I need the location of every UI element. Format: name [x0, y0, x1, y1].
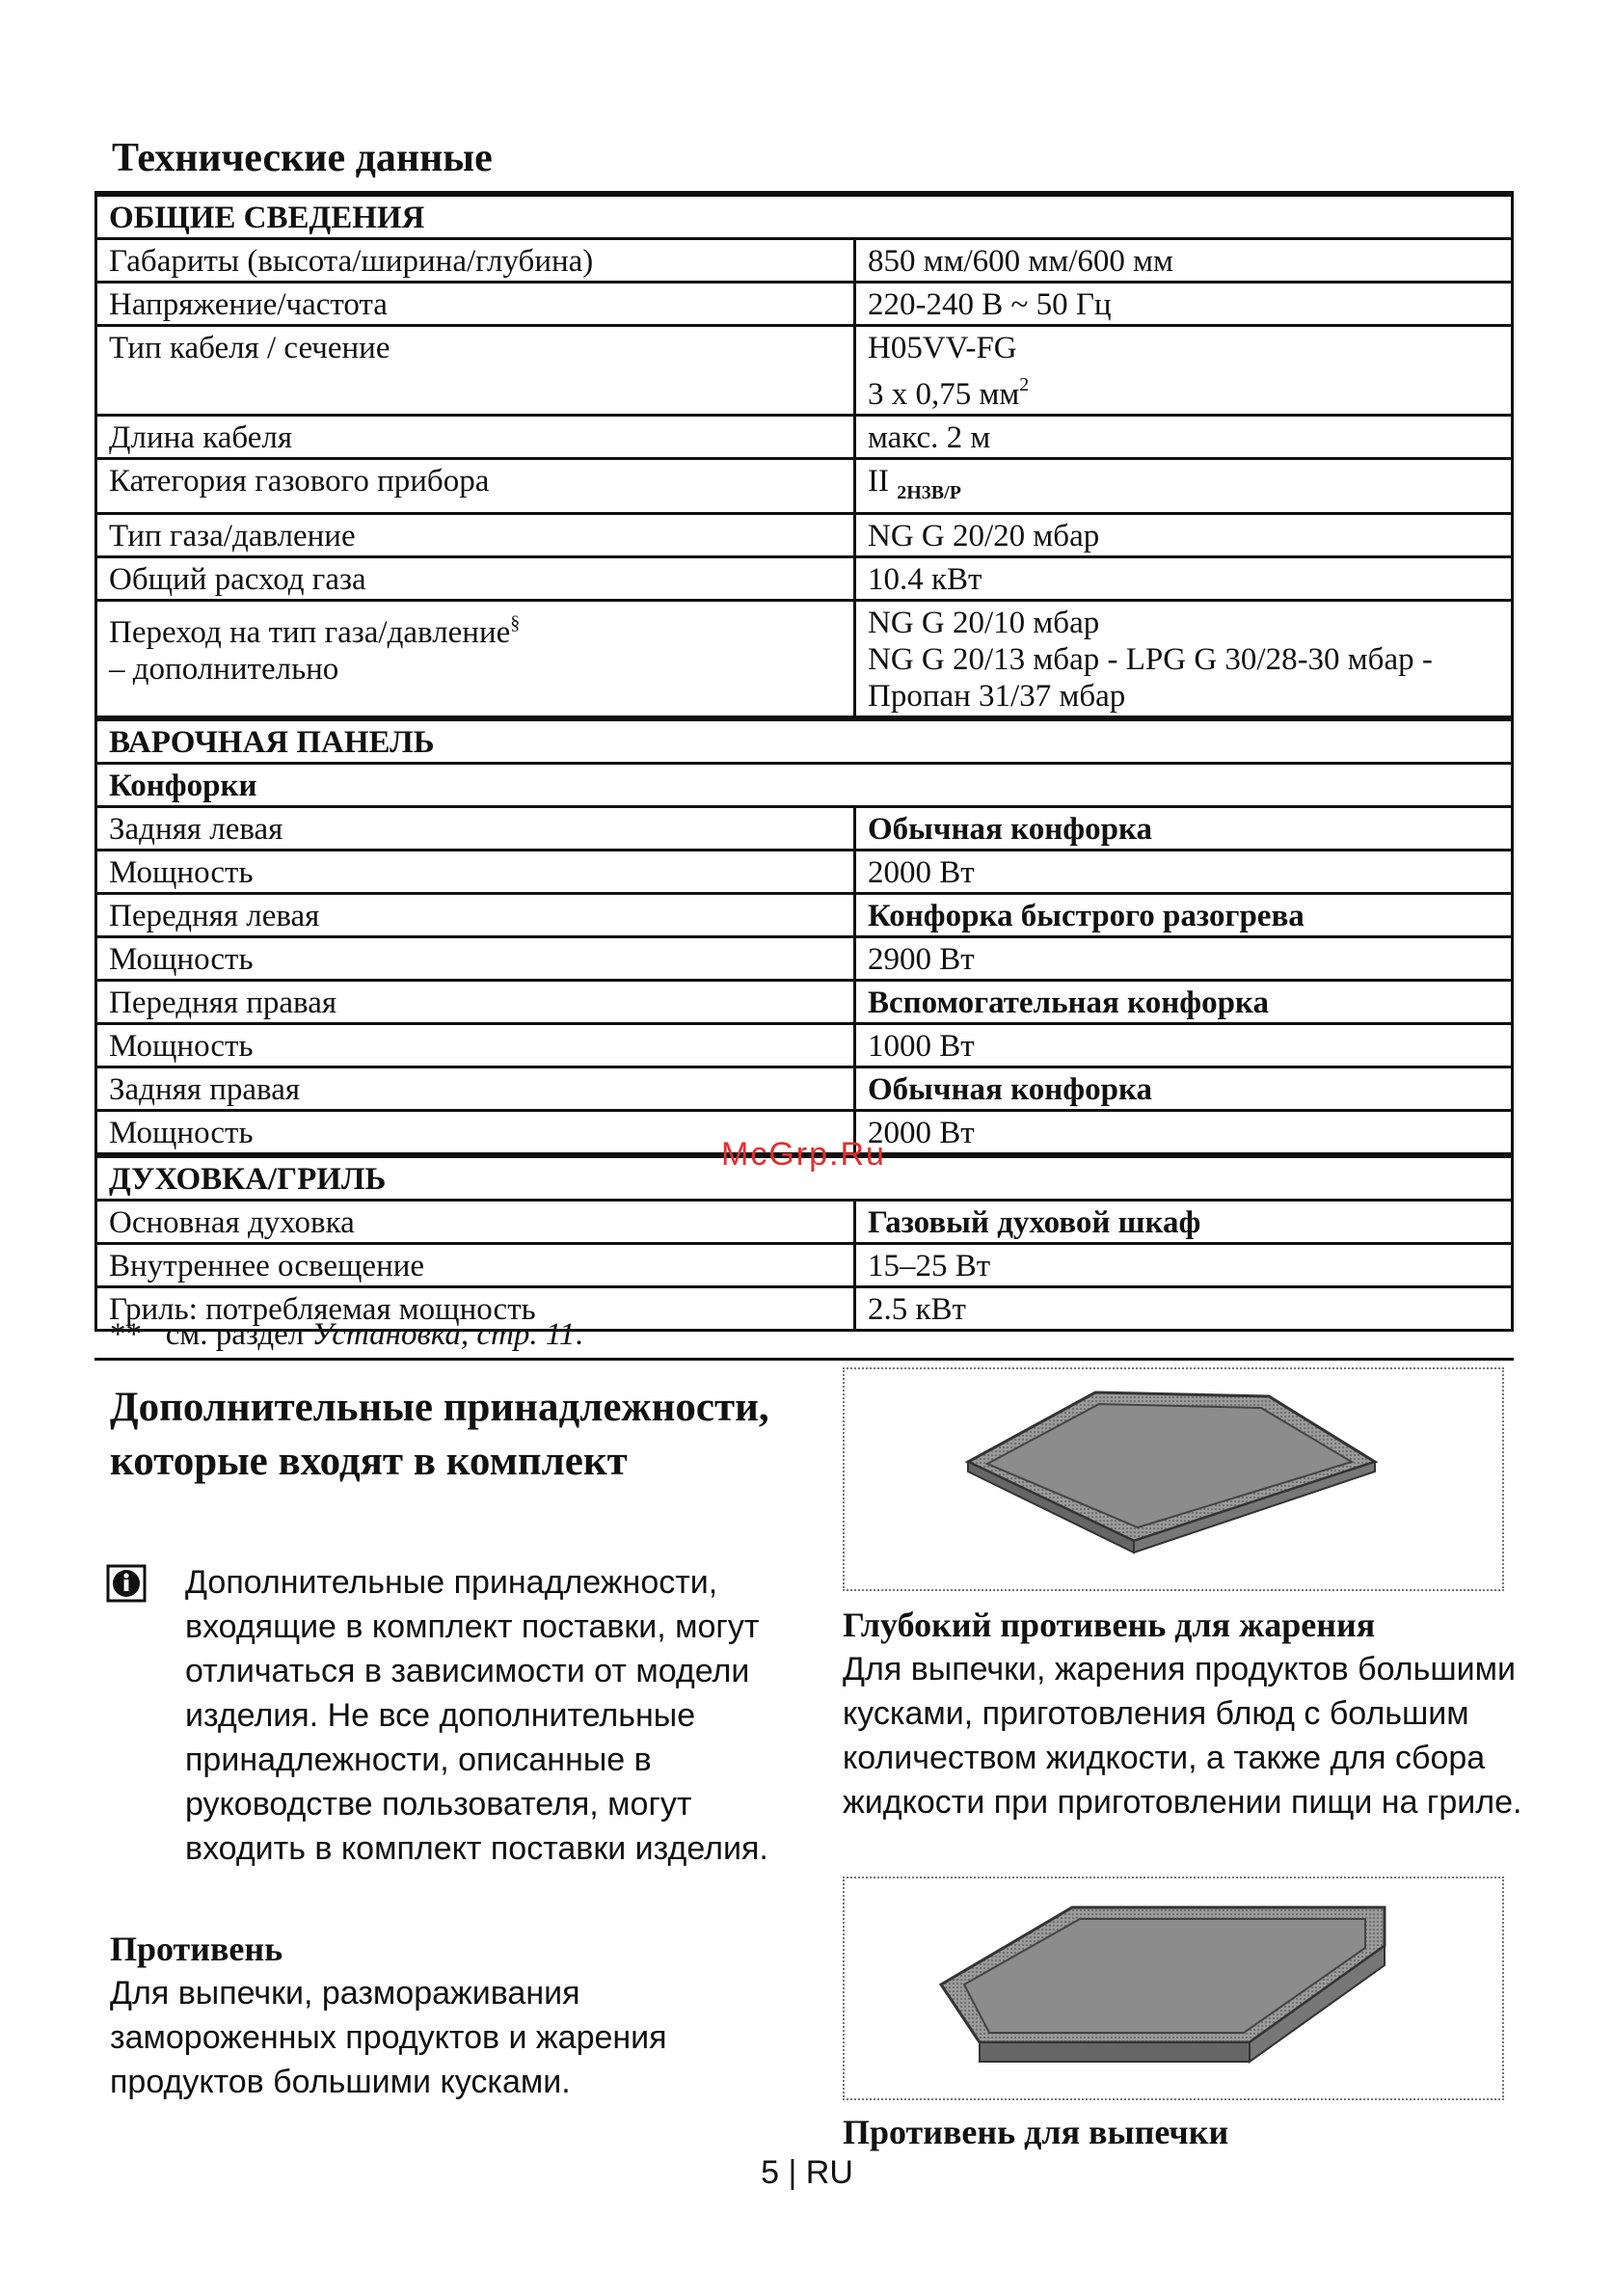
row-value: 10.4 кВт — [855, 557, 1513, 601]
row-label: Длина кабеля — [96, 416, 855, 459]
table-row — [96, 937, 1513, 981]
row-label: Мощность — [96, 1111, 855, 1156]
row-value — [855, 459, 1513, 514]
deep-tray-title: Глубокий противень для жарения — [843, 1606, 1376, 1644]
row-label: Габариты (высота/ширина/глубина) — [96, 239, 855, 283]
page-footer — [0, 2154, 1614, 2192]
row-value: 220-240 В ~ 50 Гц — [855, 283, 1513, 326]
table-row — [96, 1244, 1513, 1287]
superscript: § — [510, 612, 521, 634]
table-row — [96, 981, 1513, 1024]
tray-description: Для выпечки, размораживания замороженных продуктов и жарения продуктов большими кусками. — [110, 1975, 667, 2100]
row-value: макс. 2 м — [855, 416, 1513, 459]
table-row — [96, 1201, 1513, 1244]
row-value — [855, 601, 1513, 719]
row-label: Внутреннее освещение — [96, 1244, 855, 1287]
table-row — [96, 851, 1513, 894]
accessories-title: Дополнительные принадлежности, которые входят в комплект — [110, 1385, 769, 1484]
table-row — [96, 601, 1513, 719]
subscript: 2H3B/P — [897, 482, 961, 503]
table-row — [96, 283, 1513, 326]
table-row — [96, 1067, 1513, 1111]
row-label: Мощность — [96, 937, 855, 981]
row-label: Категория газового прибора — [96, 459, 855, 514]
watermark: McGrp.Ru — [721, 1136, 886, 1173]
cable-type: H05VV-FG — [868, 331, 1017, 365]
gas-transition-label-text: Переход на тип газа/давление — [109, 615, 511, 650]
table-row — [96, 557, 1513, 601]
row-label: Мощность — [96, 851, 855, 894]
table-row — [96, 416, 1513, 459]
burner-type: Обычная конфорка — [855, 807, 1513, 851]
table-row — [96, 239, 1513, 283]
baking-tray-title: Противень для выпечки — [843, 2113, 1229, 2151]
section-header: ВАРОЧНАЯ ПАНЕЛЬ — [96, 718, 1513, 764]
burner-power: 1000 Вт — [855, 1024, 1513, 1067]
row-value: NG G 20/20 мбар — [855, 514, 1513, 557]
row-label: Напряжение/частота — [96, 283, 855, 326]
section-header: ОБЩИЕ СВЕДЕНИЯ — [96, 194, 1513, 239]
section-header: ДУХОВКА/ГРИЛЬ — [96, 1155, 1513, 1201]
section-hob — [96, 718, 1513, 764]
gas-transition-extra: – дополнительно — [109, 652, 339, 687]
row-label: Тип кабеля / сечение — [96, 326, 855, 416]
deep-tray-description: Для выпечки, жарения продуктов большими кусками, приготовления блюд с большим количеством жидкости, а также для сбора жидкости при приготовлении пищи на гриле. — [843, 1651, 1522, 1821]
burner-position: Задняя левая — [96, 807, 855, 851]
divider — [94, 1358, 1514, 1361]
row-label: Тип газа/давление — [96, 514, 855, 557]
table-row — [96, 326, 1513, 416]
footnote-mark: ** — [110, 1317, 142, 1352]
subsection-burners — [96, 764, 1513, 807]
cable-section — [868, 366, 1499, 413]
burner-power: 2000 Вт — [855, 851, 1513, 894]
page-number: 5 — [761, 2154, 780, 2191]
page-title: Технические данные — [112, 136, 493, 180]
footnote-ref: Установка, стр. 11 — [311, 1317, 576, 1352]
section-general — [96, 194, 1513, 239]
table-row — [96, 807, 1513, 851]
row-label: Мощность — [96, 1024, 855, 1067]
gas-transition-label — [109, 605, 842, 651]
table-row — [96, 1024, 1513, 1067]
burner-type: Конфорка быстрого разогрева — [855, 894, 1513, 937]
burner-type: Вспомогательная конфорка — [855, 981, 1513, 1024]
row-label: Гриль: потребляемая мощность — [96, 1287, 855, 1331]
footnote: ** см. раздел Установка, стр. 11. — [110, 1317, 583, 1352]
footer-separator: | — [788, 2154, 797, 2191]
table-row — [96, 894, 1513, 937]
burner-position: Передняя левая — [96, 894, 855, 937]
footnote-text: см. раздел — [165, 1317, 305, 1352]
row-value: 15–25 Вт — [855, 1244, 1513, 1287]
gas-transition-value: Пропан 31/37 мбар — [868, 679, 1126, 714]
burner-position: Задняя правая — [96, 1067, 855, 1111]
gas-category-value: II — [868, 464, 889, 499]
gas-transition-value: NG G 20/13 мбар - LPG G 30/28-30 мбар - — [868, 642, 1433, 677]
row-value — [855, 326, 1513, 416]
burner-type: Обычная конфорка — [855, 1067, 1513, 1111]
table-row — [96, 459, 1513, 514]
burner-position: Передняя правая — [96, 981, 855, 1024]
tray-title: Противень — [110, 1930, 283, 1968]
burner-power: 2000 Вт — [855, 1111, 1513, 1156]
row-label — [96, 601, 855, 719]
row-value: 2.5 кВт — [855, 1287, 1513, 1331]
superscript: 2 — [1019, 374, 1030, 395]
burner-power: 2900 Вт — [855, 937, 1513, 981]
cable-section-value: 3 x 0,75 мм — [868, 377, 1020, 412]
subsection-header: Конфорки — [96, 764, 1513, 807]
row-label: Общий расход газа — [96, 557, 855, 601]
language-code: RU — [805, 2154, 853, 2191]
row-label: Основная духовка — [96, 1201, 855, 1244]
info-icon — [106, 1564, 147, 1603]
accessories-note: Дополнительные принадлежности, входящие в комплект поставки, могут отличаться в зависимости от модели изделия. Не все дополнительные принадлежности, описанные в руководстве пользователя, могут входить в комплект поставки изделия. — [185, 1564, 768, 1867]
row-value: Газовый духовой шкаф — [855, 1201, 1513, 1244]
deep-tray-image — [843, 1367, 1504, 1591]
baking-tray-image — [843, 1877, 1504, 2100]
gas-transition-value: NG G 20/10 мбар — [868, 606, 1100, 640]
row-value: 850 мм/600 мм/600 мм — [855, 239, 1513, 283]
table-row — [96, 514, 1513, 557]
